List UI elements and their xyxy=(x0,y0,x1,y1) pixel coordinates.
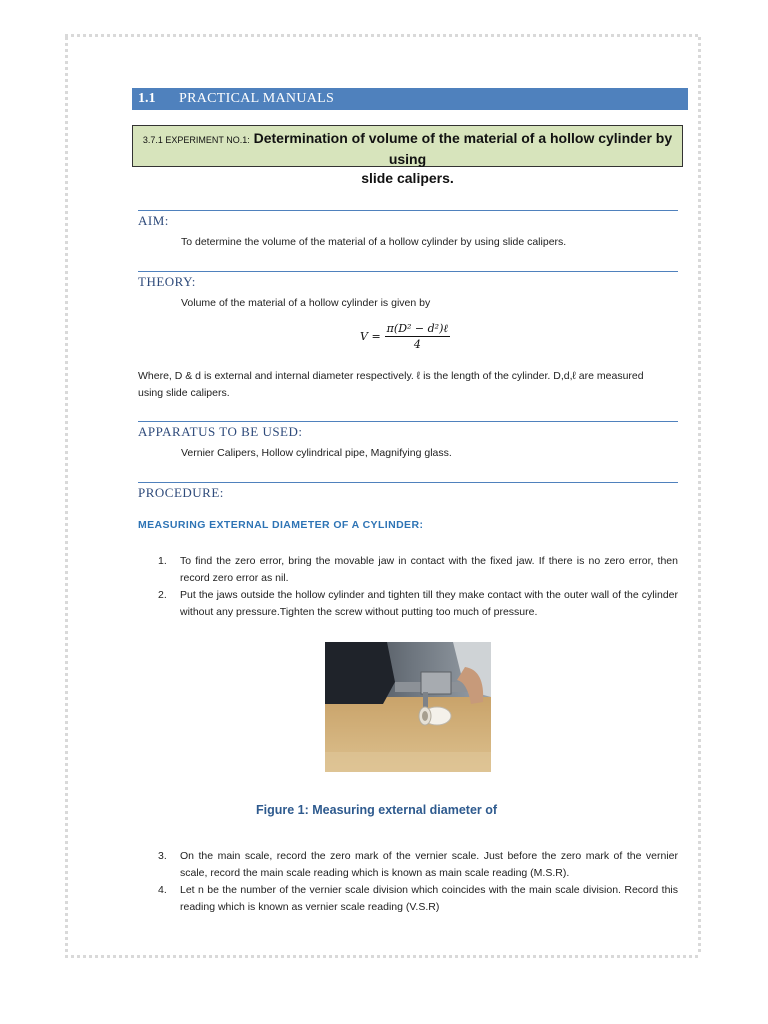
procedure-heading: PROCEDURE: xyxy=(138,482,678,501)
experiment-title-box xyxy=(132,125,683,186)
step-number: 1. xyxy=(158,555,167,567)
formula-lhs: V = xyxy=(360,330,381,343)
formula-denominator: 4 xyxy=(413,338,421,351)
section-number: 1.1 xyxy=(138,91,156,106)
caliper-photo-illustration xyxy=(325,642,491,772)
step-number: 4. xyxy=(158,884,167,896)
formula-fraction xyxy=(385,322,450,351)
step-text: To find the zero error, bring the movable jaw in contact with the fixed jaw. If there is no zero error, then record zero error as nil. xyxy=(180,555,678,584)
list-item xyxy=(158,587,678,621)
list-item xyxy=(158,882,678,916)
step-text: Put the jaws outside the hollow cylinder and tighten till they make contact with the outer wall of the cylinder without any pressure.Tighten the screw without putting too much of pressure. xyxy=(180,589,678,618)
theory-heading: THEORY: xyxy=(138,271,678,290)
step-number: 2. xyxy=(158,589,167,601)
experiment-title: Determination of volume of the material of a hollow cylinder by using xyxy=(253,130,673,167)
experiment-title-line1 xyxy=(133,129,682,169)
caption-cut-fragment xyxy=(360,823,400,828)
volume-formula xyxy=(360,322,450,351)
section-title: PRACTICAL MANUALS xyxy=(179,91,335,106)
step-text: Let n be the number of the vernier scale division which coincides with the main scale division. Record this reading which is known as vernier scale reading (V.S.R) xyxy=(180,884,678,913)
figure-caption: Figure 1: Measuring external diameter of xyxy=(256,803,498,817)
step-number: 3. xyxy=(158,850,167,862)
theory-where-line2: using slide calipers. xyxy=(138,387,230,399)
theory-intro: Volume of the material of a hollow cylinder is given by xyxy=(181,297,431,309)
apparatus-heading: APPARATUS TO BE USED: xyxy=(138,421,678,440)
apparatus-text: Vernier Calipers, Hollow cylindrical pipe, Magnifying glass. xyxy=(181,447,452,459)
aim-heading: AIM: xyxy=(138,210,678,229)
list-item xyxy=(158,553,678,587)
aim-text: To determine the volume of the material of a hollow cylinder by using slide calipers. xyxy=(181,236,567,248)
formula-numerator: π(D² − d²)ℓ xyxy=(386,322,448,335)
experiment-title-line2: slide calipers. xyxy=(361,170,454,186)
theory-where-line1: Where, D & d is external and internal diameter respectively. ℓ is the length of the cylinder. D,d,ℓ are measured xyxy=(138,370,644,382)
procedure-list-bottom xyxy=(158,848,678,916)
section-title-bar xyxy=(132,88,688,110)
list-item xyxy=(158,848,678,882)
caliper-photo xyxy=(325,642,491,772)
procedure-list-top xyxy=(158,553,678,621)
experiment-prefix: 3.7.1 EXPERIMENT NO.1: xyxy=(142,135,250,145)
step-text: On the main scale, record the zero mark of the vernier scale. Just before the zero mark of the vernier scale, record the main scale reading which is known as main scale reading (M.S.R). xyxy=(180,850,678,879)
procedure-subheading: MEASURING EXTERNAL DIAMETER OF A CYLINDER: xyxy=(138,519,424,531)
